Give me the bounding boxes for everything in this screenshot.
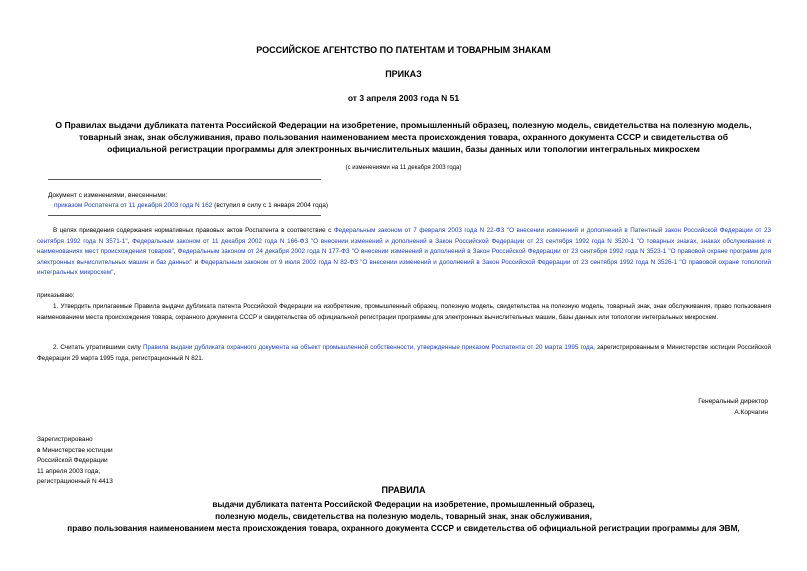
doc-changes-block (48, 191, 328, 211)
text-run: , (127, 237, 133, 245)
rules-link[interactable]: Правила выдачи дубликата охранного документа на объект промышленной собственности, утвержденные приказом Роспатента от 20 марта 1995 года (142, 344, 594, 351)
registration-line: регистрационный N 4413 (37, 478, 113, 485)
agency-name: РОССИЙСКОЕ АГЕНТСТВО ПО ПАТЕНТАМ И ТОВАРНЫМ ЗНАКАМ (256, 45, 551, 55)
doc-changes-entry (48, 201, 328, 211)
text-run: и (192, 258, 201, 266)
changes-note: (с изменениями на 11 декабря 2003 года) (345, 165, 462, 171)
signature-block (620, 396, 768, 418)
title-line: товарный знак, знак обслуживания, право пользования наименованием места происхождения товара, охранного документа СССР и свидетельства об (78, 132, 729, 143)
document-title (40, 119, 767, 156)
title-line: О Правилах выдачи дубликата патента Российской Федерации на изобретение, промышленный образец, полезную модель, свидетельства на полезную модель, (55, 120, 752, 130)
amendment-note: (вступил в силу с 1 января 2004 года) (212, 202, 329, 209)
item-1: 1. Утвердить прилагаемые Правила выдачи дубликата патента Российской Федерации на изобретение, промышленный образец, полезную модель, свидетельства на полезную модель, товарный знак, знак обслуживания, право пользования наименованием места происхождения товара, охранного документа СССР и свидетельства об официальной регистрации программы для электронных вычислительных машин, базы данных или топологии интегральных микросхем. (37, 303, 771, 321)
item-2 (37, 343, 771, 364)
registration-line: Зарегистрировано (37, 436, 93, 443)
law-link[interactable]: Федеральным законом от 24 декабря 2002 года N 177-ФЗ "О внесении изменений и дополнений в Закон Российской Федерации от 23 сентября 1992 года N 3523-1 "О правовой охране программ для электронных вычислительных машин и баз данных" (37, 248, 771, 266)
rules-subtitle-line: полезную модель, свидетельства на полезную модель, товарный знак, знак обслуживания, (215, 512, 592, 522)
registration-line: 11 апреля 2003 года, (37, 467, 101, 475)
law-link[interactable]: Федеральным законом от 11 декабря 2002 года N 166-ФЗ "О внесении изменений и дополнений в Закон Российской Федерации от 23 сентября 1992 года N 3520-1 "О товарных знаках, знаках обслуживания и наименованиях мест происхождения товаров" (37, 237, 772, 255)
registration-line: в Министерстве юстиции (37, 446, 113, 454)
text-run: В целях приведения содержания нормативных правовых актов Роспатента в соответствие с (53, 227, 334, 234)
registration-line: Российской Федерации (37, 457, 108, 464)
divider (48, 215, 321, 216)
amendment-link[interactable]: приказом Роспатента от 11 декабря 2003 года N 162 (54, 202, 213, 209)
rules-subtitle-line: право пользования наименованием места происхождения товара, охранного документа СССР и свидетельства об официальной регистрации программы для ЭВМ, (67, 524, 740, 534)
text-run: , (173, 248, 178, 255)
law-link[interactable]: Федеральным законом от 9 июля 2002 года N 82-ФЗ "О внесении изменений и дополнений в Закон Российской Федерации от 23 сентября 1992 года N 3526-1 "О правовой охране топологий интегральных микросхем" (37, 258, 771, 276)
doc-changes-label: Документ с изменениями, внесенными: (48, 192, 168, 199)
law-link[interactable]: Федеральным законом от 7 февраля 2003 года N 22-ФЗ "О внесении изменений и дополнений в Патентный закон Российской Федерации от 23 сентября 1992 года N 3571-1" (37, 227, 771, 245)
text-run: , (113, 269, 116, 276)
text-run: , зарегистрированным в Министерстве юстиции Российской Федерации 29 марта 1995 года, регистрационный N 821. (37, 344, 772, 362)
order-date: от 3 апреля 2003 года N 51 (347, 93, 460, 103)
preamble-paragraph (37, 226, 771, 279)
text-run: 2. Считать утратившими силу (53, 344, 143, 351)
rules-subtitle (0, 499, 807, 536)
order-heading: ПРИКАЗ (385, 69, 422, 79)
title-line: официальной регистрации программы для электронных вычислительных машин, базы данных или топологии интегральных микросхем (107, 144, 700, 155)
divider (48, 179, 321, 180)
rules-heading: ПРАВИЛА (381, 485, 426, 495)
signature-name: А.Корчагин (734, 409, 768, 416)
signature-position: Генеральный директор (698, 398, 768, 405)
rules-subtitle-line: выдачи дубликата патента Российской Федерации на изобретение, промышленный образец, (212, 500, 595, 509)
registration-block (37, 435, 113, 488)
order-word: приказываю: (37, 292, 75, 299)
